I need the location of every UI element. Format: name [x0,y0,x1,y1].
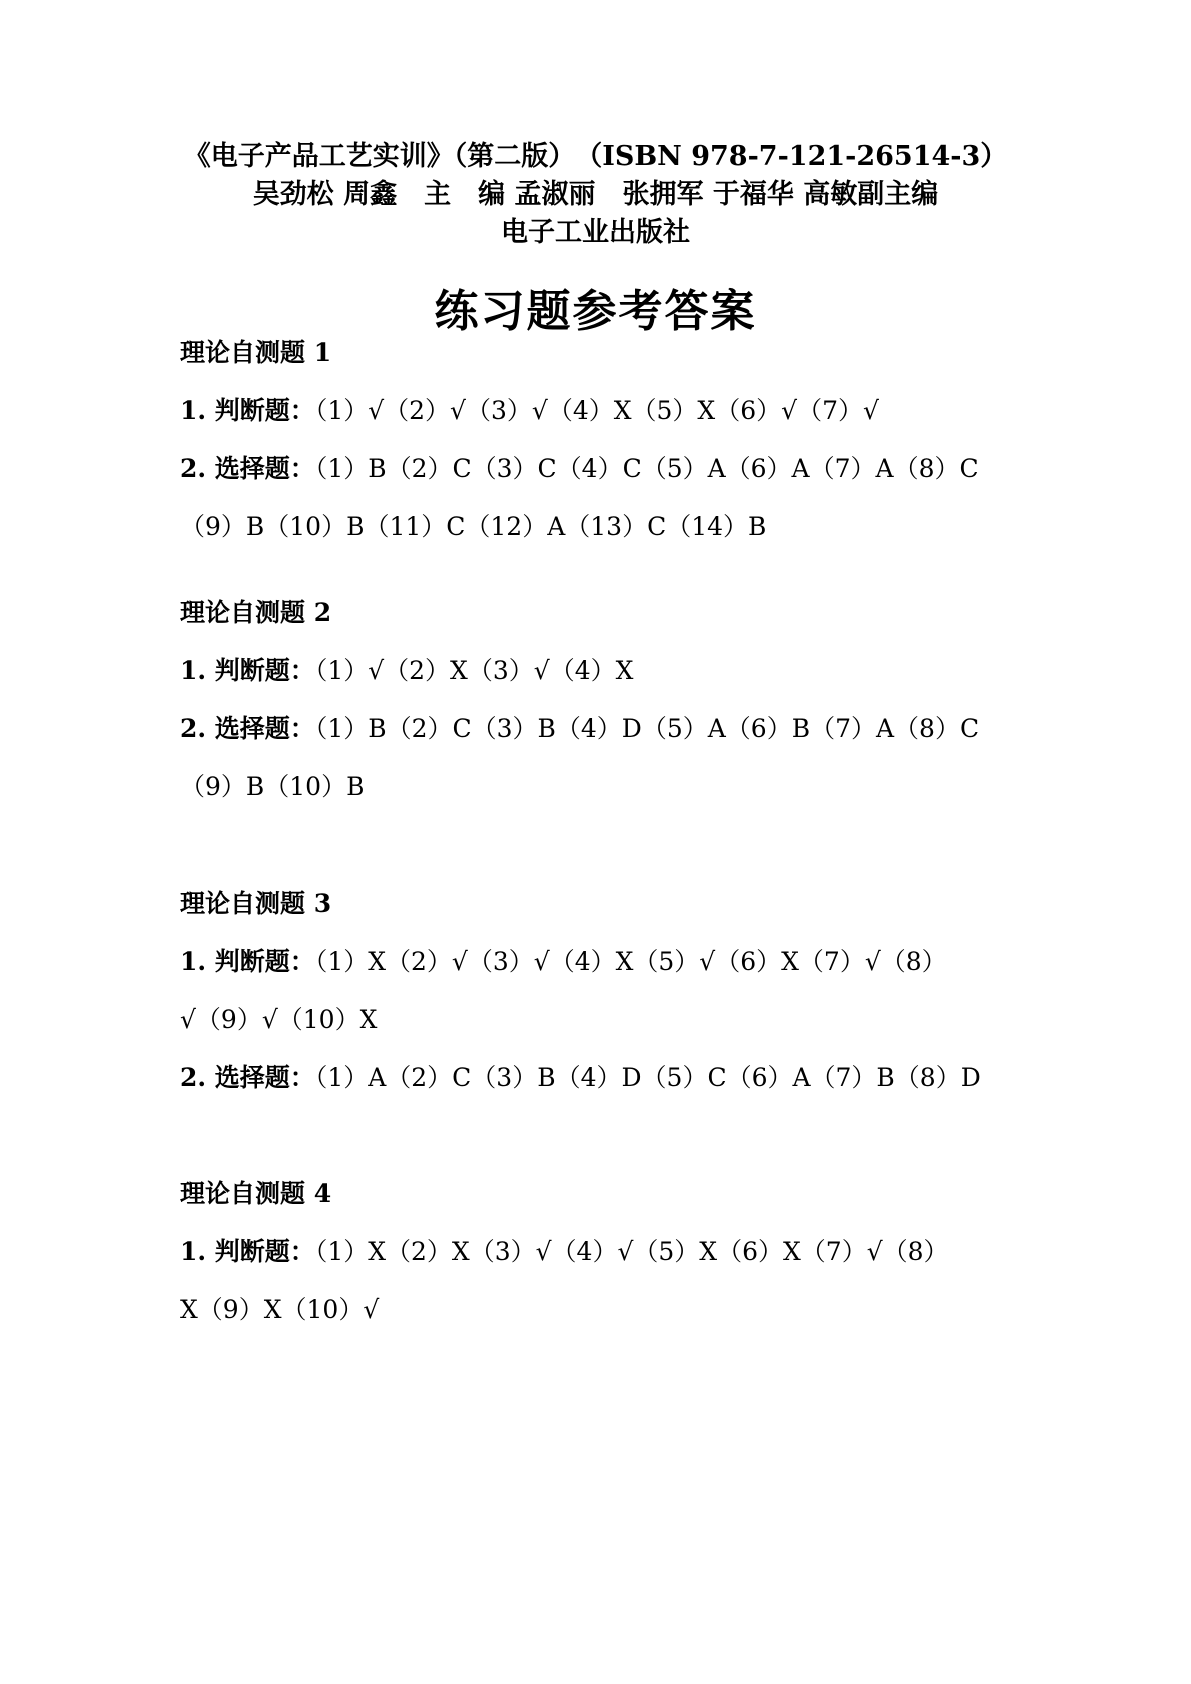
section-1-multiple-choice [180,452,979,486]
section-3-true-false [180,945,947,979]
section-1-true-false [180,394,879,428]
section-4-true-false [180,1235,949,1269]
section-3-true-false-cont: √（9）√（10）X [180,1005,378,1034]
section-heading-1: 理论自测题 1 [180,338,332,367]
mc-answers: （1）B（2）C（3）C（4）C（5）A（6）A（7）A（8）C [314,454,979,483]
tf-answers: （1）√（2）√（3）√（4）X（5）X（6）√（7）√ [314,396,879,425]
book-publisher: 电子工业出版社 [501,217,690,248]
mc-label: 2. 选择题： [180,714,315,743]
tf-answers: （1）X（2）√（3）√（4）X（5）√（6）X（7）√（8） [314,947,947,976]
mc-answers: （1）B（2）C（3）B（4）D（5）A（6）B（7）A（8）C [314,714,980,743]
book-editors: 吴劲松 周鑫 主 编 孟淑丽 张拥军 于福华 高敏副主编 [252,179,939,210]
tf-answers: （1）√（2）X（3）√（4）X [314,656,634,685]
tf-label: 1. 判断题： [180,1237,315,1266]
section-heading-4: 理论自测题 4 [180,1179,332,1208]
tf-label: 1. 判断题： [180,656,315,685]
section-heading-2: 理论自测题 2 [180,598,332,627]
tf-label: 1. 判断题： [180,947,315,976]
section-2-multiple-choice [180,712,979,746]
section-4-true-false-cont: X（9）X（10）√ [180,1295,380,1324]
tf-answers: （1）X（2）X（3）√（4）√（5）X（6）X（7）√（8） [314,1237,949,1266]
section-3-multiple-choice [180,1061,981,1095]
mc-label: 2. 选择题： [180,454,315,483]
tf-label: 1. 判断题： [180,396,315,425]
section-1-multiple-choice-cont: （9）B（10）B（11）C（12）A（13）C（14）B [180,512,767,541]
section-2-multiple-choice-cont: （9）B（10）B [180,772,365,801]
mc-label: 2. 选择题： [180,1063,315,1092]
section-2-true-false [180,654,633,688]
section-heading-3: 理论自测题 3 [180,889,332,918]
page-title: 练习题参考答案 [434,286,757,337]
book-info-header [0,138,1191,252]
mc-answers: （1）A（2）C（3）B（4）D（5）C（6）A（7）B（8）D [314,1063,981,1092]
book-title-isbn: 《电子产品工艺实训》（第二版） （ISBN 978-7-121-26514-3） [183,141,1008,172]
